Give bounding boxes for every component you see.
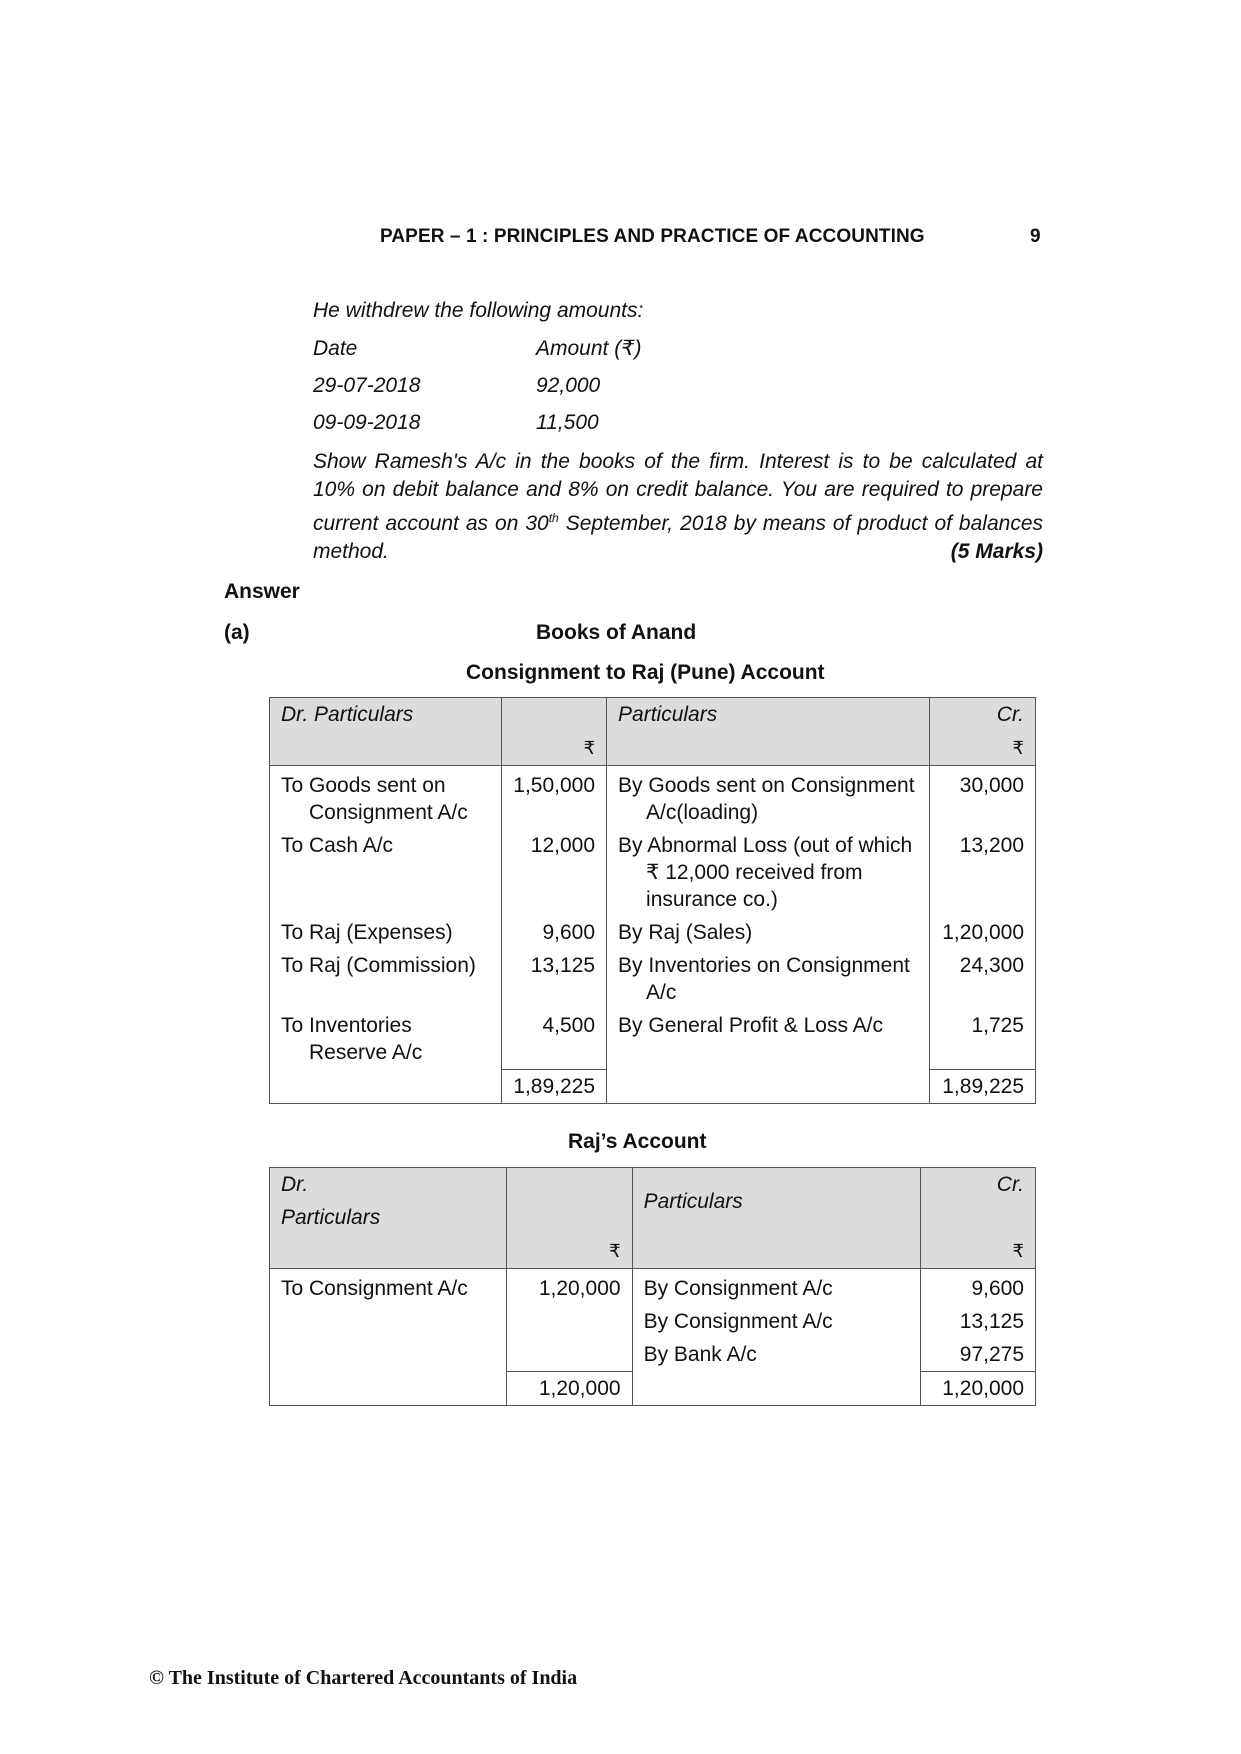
withdrawal-row — [313, 374, 1043, 398]
page-header-title: PAPER – 1 : PRINCIPLES AND PRACTICE OF ACCOUNTING — [380, 226, 925, 247]
withdrawal-row — [313, 411, 1043, 435]
dr-particular — [270, 1338, 507, 1372]
withdrawal-amount: 11,500 — [536, 411, 599, 434]
cr-particular: By Consignment A/c — [632, 1269, 920, 1306]
col-cr-particulars: Particulars — [607, 698, 930, 732]
cr-particular: By Raj (Sales) — [607, 916, 930, 949]
consignment-account-title: Consignment to Raj (Pune) Account — [466, 661, 825, 684]
dr-particular: To Raj (Expenses) — [270, 916, 502, 949]
total-spacer — [607, 1069, 930, 1103]
page-number: 9 — [1030, 226, 1041, 247]
table-row — [270, 1305, 1036, 1338]
header-spacer — [607, 731, 930, 766]
col-cr-label: Cr. — [930, 698, 1036, 732]
cr-particular: By Goods sent on Consignment A/c(loading) — [607, 766, 930, 830]
withdrawal-amount: 92,000 — [536, 374, 601, 397]
header-spacer — [270, 731, 502, 766]
rupee-symbol-dr: ₹ — [506, 1234, 632, 1269]
dr-amount: 12,000 — [502, 829, 607, 916]
instruction-text-2: September, 2018 by means of product of balances method. — [313, 512, 1043, 563]
withdrawal-header-row — [313, 337, 1043, 361]
dr-total: 1,20,000 — [506, 1372, 632, 1406]
dr-amount: 9,600 — [502, 916, 607, 949]
rupee-symbol-cr: ₹ — [921, 1234, 1036, 1269]
cr-total: 1,89,225 — [930, 1069, 1036, 1103]
dr-amount — [506, 1338, 632, 1372]
dr-amount: 1,50,000 — [502, 766, 607, 830]
dr-particular: To Raj (Commission) — [270, 949, 502, 1009]
question-instruction — [313, 448, 1043, 566]
marks-label: (5 Marks) — [950, 540, 1043, 563]
total-spacer — [270, 1372, 507, 1406]
cr-amount: 97,275 — [921, 1338, 1036, 1372]
header-spacer — [632, 1234, 920, 1269]
dr-amount: 1,20,000 — [506, 1269, 632, 1306]
raj-account-table — [269, 1167, 1036, 1406]
dr-particular — [270, 1305, 507, 1338]
col-dr-amount-blank — [502, 698, 607, 732]
rupee-symbol-dr: ₹ — [502, 731, 607, 766]
table-row — [270, 1338, 1036, 1372]
table-row — [270, 766, 1036, 830]
withdrawal-col-date: Date — [313, 337, 358, 360]
question-intro: He withdrew the following amounts: — [313, 299, 644, 322]
dr-particular: To Goods sent on Consignment A/c — [270, 766, 502, 830]
dr-total: 1,89,225 — [502, 1069, 607, 1103]
table-row — [270, 949, 1036, 1009]
header-spacer — [506, 1201, 632, 1234]
dr-particular: To Inventories Reserve A/c — [270, 1009, 502, 1069]
total-row — [270, 1372, 1036, 1406]
footer-copyright: © The Institute of Chartered Accountants of India — [149, 1667, 578, 1689]
total-spacer — [270, 1069, 502, 1103]
dr-particular: To Consignment A/c — [270, 1269, 507, 1306]
cr-amount: 24,300 — [930, 949, 1036, 1009]
cr-particular: By Bank A/c — [632, 1338, 920, 1372]
cr-particular: By Consignment A/c — [632, 1305, 920, 1338]
cr-amount: 1,725 — [930, 1009, 1036, 1069]
cr-amount: 9,600 — [921, 1269, 1036, 1306]
cr-particular: By Abnormal Loss (out of which ₹ 12,000 received from insurance co.) — [607, 829, 930, 916]
cr-amount: 1,20,000 — [930, 916, 1036, 949]
col-dr-label: Dr. — [270, 1168, 507, 1202]
rupee-symbol-cr: ₹ — [930, 731, 1036, 766]
books-title: Books of Anand — [536, 621, 697, 644]
col-cr-particulars: Particulars — [632, 1168, 920, 1235]
cr-amount: 30,000 — [930, 766, 1036, 830]
instruction-text-1: Show Ramesh's A/c in the books of the firm. Interest is to be calculated at 10% on debit balance and 8% on credit balance. You are required to prepare current account as on 30 — [313, 450, 1043, 535]
dr-amount: 13,125 — [502, 949, 607, 1009]
dr-amount: 4,500 — [502, 1009, 607, 1069]
col-dr-particulars: Dr. Particulars — [270, 698, 502, 732]
raj-account-title: Raj’s Account — [568, 1130, 707, 1153]
withdrawal-col-amount: Amount (₹) — [536, 337, 642, 360]
withdrawal-date: 29-07-2018 — [313, 374, 421, 397]
col-cr-label: Cr. — [921, 1168, 1036, 1202]
header-spacer — [270, 1234, 507, 1269]
cr-particular: By General Profit & Loss A/c — [607, 1009, 930, 1069]
cr-amount: 13,200 — [930, 829, 1036, 916]
consignment-account-table — [269, 697, 1036, 1104]
total-row — [270, 1069, 1036, 1103]
dr-particular: To Cash A/c — [270, 829, 502, 916]
table-row — [270, 829, 1036, 916]
col-dr-particulars: Particulars — [270, 1201, 507, 1234]
table-row — [270, 1009, 1036, 1069]
instruction-superscript: th — [548, 511, 559, 525]
answer-part-label: (a) — [224, 621, 250, 644]
withdrawal-date: 09-09-2018 — [313, 411, 421, 434]
answer-heading: Answer — [224, 580, 300, 603]
dr-amount — [506, 1305, 632, 1338]
cr-total: 1,20,000 — [921, 1372, 1036, 1406]
table-row — [270, 1269, 1036, 1306]
total-spacer — [632, 1372, 920, 1406]
cr-particular: By Inventories on Consignment A/c — [607, 949, 930, 1009]
header-spacer — [921, 1201, 1036, 1234]
table-row — [270, 916, 1036, 949]
cr-amount: 13,125 — [921, 1305, 1036, 1338]
question-block — [313, 299, 1043, 587]
col-dr-amount-blank — [506, 1168, 632, 1202]
